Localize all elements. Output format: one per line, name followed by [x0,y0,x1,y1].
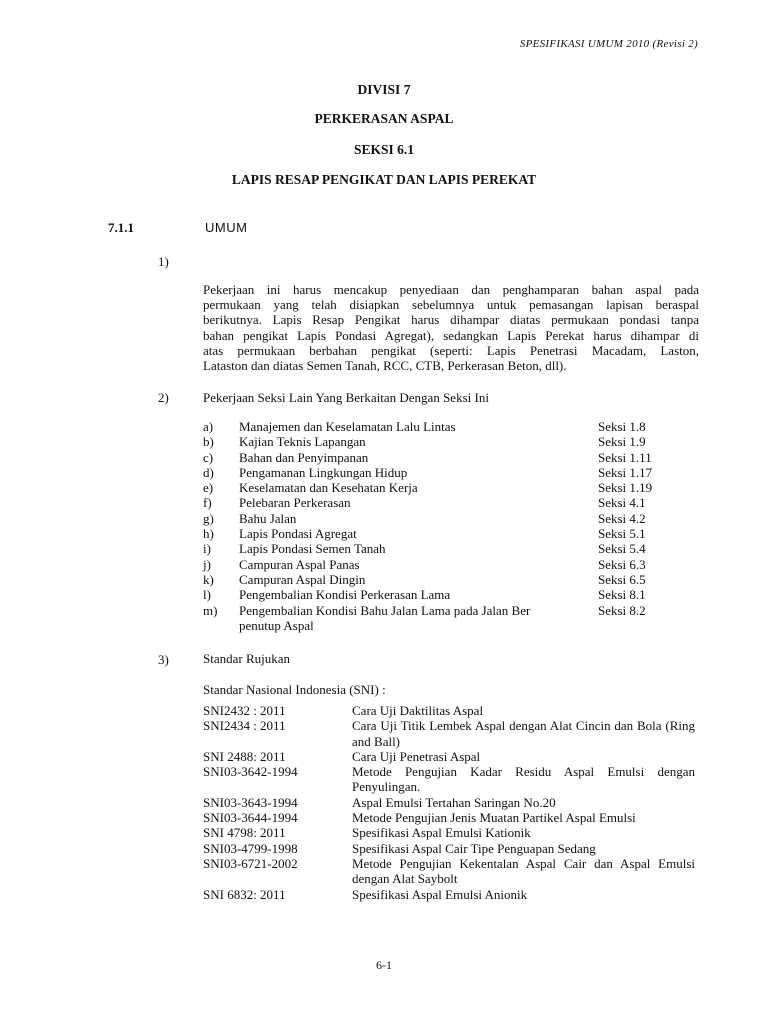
list-text: Campuran Aspal Dingin [239,571,366,587]
division-subtitle: PERKERASAN ASPAL [314,111,454,126]
reference-code: SNI03-6721-2002 [203,855,298,871]
paragraph-line: Pekerjaan ini harus mencakup penyediaan dan penghamparan bahan aspal pada [203,282,699,297]
list-letter: a) [203,419,214,434]
reference-code: SNI03-4799-1998 [203,840,298,856]
reference-description: Metode Pengujian Kekentalan Aspal Cair dan Aspal Emulsi dengan Alat Saybolt [352,855,695,887]
list-section-ref: Seksi 8.2 [598,602,646,618]
section-label: SEKSI 6.1 [353,142,415,157]
list-letter: d) [203,464,214,480]
list-section-ref: Seksi 6.5 [598,571,646,587]
reference-description: Cara Uji Daktilitas Aspal [352,703,484,718]
list-text: Keselamatan dan Kesehatan Kerja [239,480,418,496]
reference-row [203,810,695,825]
item-number: 3) [158,652,169,667]
list-section-ref: Seksi 5.4 [598,541,646,557]
list-letter: k) [203,571,214,587]
list-section-ref: Seksi 1.19 [598,480,653,496]
paragraph-line: berikutnya. Lapis Resap Pengikat harus dihampar diatas permukaan pondasi tanpa [203,312,699,328]
list-letter: m) [203,602,218,618]
list-letter: c) [203,449,214,465]
list-section-ref: Seksi 1.17 [598,464,653,480]
reference-description: Cara Uji Titik Lembek Aspal dengan Alat Cincin dan Bola (Ring and Ball) [352,718,695,749]
reference-row [203,764,695,795]
reference-description: Spesifikasi Aspal Emulsi Kationik [352,825,531,841]
list-section-ref: Seksi 4.1 [598,495,646,511]
reference-code: SNI 6832: 2011 [203,886,286,902]
paragraph-line: bahan pengikat Lapis Pondasi Agregat), sedangkan Lapis Perekat harus dihampar di [203,327,699,343]
related-sections-list [203,419,683,633]
sni-heading: Standar Nasional Indonesia (SNI) : [203,682,386,697]
reference-description: Cara Uji Penetrasi Aspal [352,748,481,764]
paragraph-line: atas permukaan berbahan pengikat (seperti: Lapis Penetrasi Macadam, Laston, [203,342,699,358]
division-title: DIVISI 7 [357,82,411,97]
paragraph-line: permukaan yang telah disiapkan sebelumnya untuk pemasangan lapisan beraspal [203,297,699,313]
page-number: 6-1 [376,958,392,972]
reference-row [203,825,695,840]
reference-row [203,841,695,856]
list-letter: j) [203,556,211,572]
list-text: Pelebaran Perkerasan [239,495,351,511]
list-item [203,495,683,510]
paragraph-line: Lataston dan diatas Semen Tanah, RCC, CTB, Perkerasan Beton, dll). [203,358,567,374]
list-section-ref: Seksi 4.2 [598,510,646,526]
scope-paragraph [203,282,699,373]
reference-description: Spesifikasi Aspal Cair Tipe Penguapan Sedang [352,840,596,856]
reference-code: SNI03-3644-1994 [203,810,298,826]
list-item [203,480,683,495]
reference-row [203,856,695,887]
list-letter: f) [203,495,212,511]
list-item [203,465,683,480]
item-number: 2) [158,390,169,405]
list-letter: e) [203,480,214,496]
reference-row [203,795,695,810]
reference-code: SNI2434 : 2011 [203,718,286,734]
list-item [203,511,683,526]
list-item [203,419,683,434]
reference-description: Spesifikasi Aspal Emulsi Anionik [352,886,528,902]
list-section-ref: Seksi 1.9 [598,434,646,450]
list-letter: i) [203,541,211,557]
document-header: SPESIFIKASI UMUM 2010 (Revisi 2) [519,38,698,50]
reference-description: Metode Pengujian Kadar Residu Aspal Emulsi dengan Penyulingan. [352,764,695,795]
list-text: Manajemen dan Keselamatan Lalu Lintas [239,419,456,434]
list-item [203,572,683,587]
reference-code: SNI 4798: 2011 [203,825,286,841]
item-number: 1) [158,254,169,269]
list-section-ref: Seksi 6.3 [598,556,646,572]
reference-code: SNI2432 : 2011 [203,703,286,718]
list-item [203,526,683,541]
reference-row [203,703,695,718]
list-text: Pengembalian Kondisi Perkerasan Lama [239,587,451,603]
related-sections-heading: Pekerjaan Seksi Lain Yang Berkaitan Dengan Seksi Ini [203,390,489,405]
list-text: Campuran Aspal Panas [239,556,360,572]
clause-number: 7.1.1 [108,220,134,235]
reference-row [203,749,695,764]
reference-row [203,718,695,749]
list-section-ref: Seksi 8.1 [598,587,646,603]
list-letter: g) [203,510,214,526]
reference-list [203,703,695,902]
reference-code: SNI03-3643-1994 [203,794,298,810]
list-section-ref: Seksi 1.8 [598,419,646,434]
reference-description: Aspal Emulsi Tertahan Saringan No.20 [352,794,556,810]
reference-row [203,887,695,902]
list-section-ref: Seksi 5.1 [598,526,646,542]
list-text: Bahu Jalan [239,510,297,526]
references-heading: Standar Rujukan [203,651,291,666]
list-letter: l) [203,587,211,603]
list-text: Lapis Pondasi Agregat [239,526,357,542]
list-text: Pengembalian Kondisi Bahu Jalan Lama pada Jalan Ber penutup Aspal [239,602,531,633]
clause-title: UMUM [205,220,248,235]
reference-code: SNI 2488: 2011 [203,748,286,764]
reference-code: SNI03-3642-1994 [203,764,298,780]
reference-description: Metode Pengujian Jenis Muatan Partikel Aspal Emulsi [352,810,636,826]
list-text: Kajian Teknis Lapangan [239,434,366,450]
list-text: Pengamanan Lingkungan Hidup [239,464,408,480]
list-text: Lapis Pondasi Semen Tanah [239,541,386,557]
list-item [203,434,683,449]
section-heading: LAPIS RESAP PENGIKAT DAN LAPIS PEREKAT [231,172,537,187]
list-section-ref: Seksi 1.11 [598,449,652,465]
list-item [203,587,683,602]
list-text: Bahan dan Penyimpanan [239,449,369,465]
list-item [203,541,683,556]
list-item [203,557,683,572]
list-item [203,450,683,465]
list-letter: b) [203,434,214,450]
list-item [203,603,683,634]
list-letter: h) [203,526,214,542]
